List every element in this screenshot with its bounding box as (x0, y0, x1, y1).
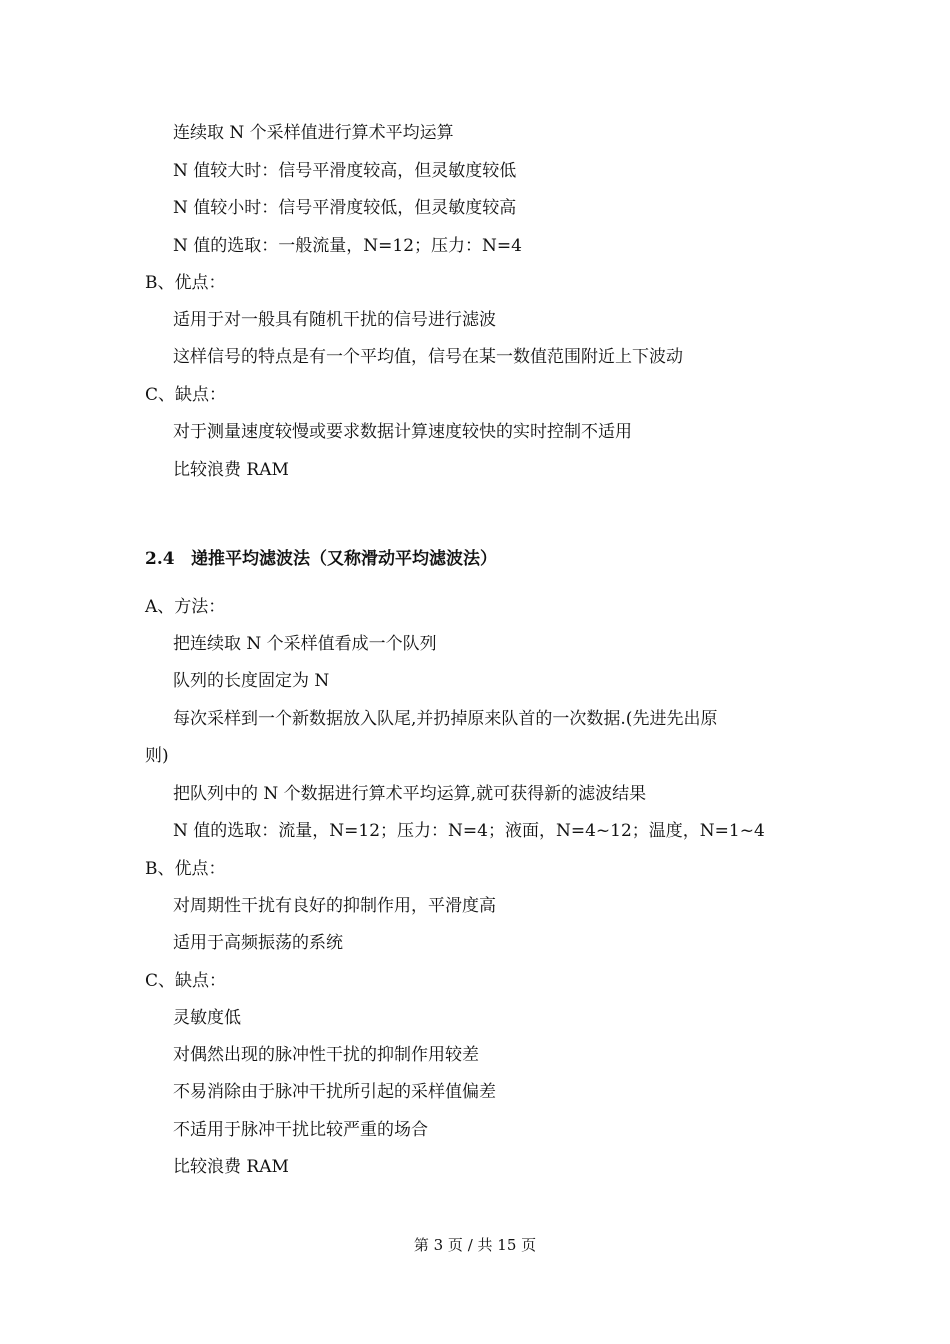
method-line: 每次采样到一个新数据放入队尾,并扔掉原来队首的一次数据.(先进先出原 (173, 709, 718, 729)
section-title: 递推平均滤波法（又称滑动平均滤波法） (191, 549, 497, 569)
section-number: 2.4 (145, 549, 175, 569)
method-line: N 值较大时：信号平滑度较高，但灵敏度较低 (173, 161, 517, 181)
method-line-wrap: 则) (145, 746, 169, 766)
method-line: N 值的选取：一般流量，N=12；压力：N=4 (173, 236, 522, 256)
cons-line: 对于测量速度较慢或要求数据计算速度较快的实时控制不适用 (173, 422, 632, 442)
pros-label: B、优点： (145, 273, 226, 293)
pros-line: 对周期性干扰有良好的抑制作用，平滑度高 (173, 896, 496, 916)
cons-line: 对偶然出现的脉冲性干扰的抑制作用较差 (173, 1045, 479, 1065)
cons-line: 比较浪费 RAM (173, 460, 289, 480)
pros-line: 适用于对一般具有随机干扰的信号进行滤波 (173, 310, 496, 330)
method-line: 队列的长度固定为 N (173, 671, 330, 691)
cons-line: 不易消除由于脉冲干扰所引起的采样值偏差 (173, 1082, 496, 1102)
cons-label: C、缺点： (145, 385, 227, 405)
cons-line: 不适用于脉冲干扰比较严重的场合 (173, 1120, 428, 1140)
method-label: A、方法： (145, 597, 226, 617)
section-heading (145, 548, 497, 570)
pros-label: B、优点： (145, 859, 226, 879)
method-line: 连续取 N 个采样值进行算术平均运算 (173, 123, 454, 143)
method-line: N 值的选取：流量，N=12；压力：N=4；液面，N=4~12；温度，N=1~4 (173, 821, 765, 841)
cons-label: C、缺点： (145, 971, 227, 991)
method-line: N 值较小时：信号平滑度较低，但灵敏度较高 (173, 198, 517, 218)
page-indicator: 第 3 页 / 共 15 页 (413, 1236, 537, 1254)
method-line: 把队列中的 N 个数据进行算术平均运算,就可获得新的滤波结果 (173, 784, 647, 804)
pros-line: 适用于高频振荡的系统 (173, 933, 343, 953)
cons-line: 比较浪费 RAM (173, 1157, 289, 1177)
pros-line: 这样信号的特点是有一个平均值，信号在某一数值范围附近上下波动 (173, 347, 683, 367)
method-line: 把连续取 N 个采样值看成一个队列 (173, 634, 437, 654)
cons-line: 灵敏度低 (173, 1008, 241, 1028)
